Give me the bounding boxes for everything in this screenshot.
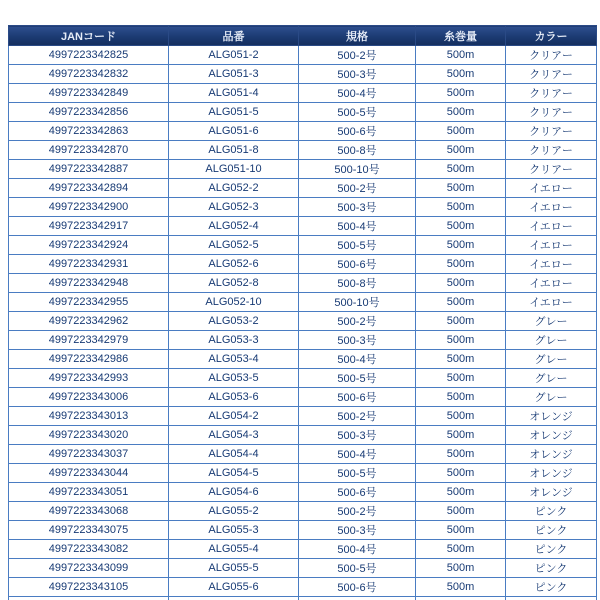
table-cell-code: ALG055-6 — [169, 578, 299, 597]
table-row — [9, 331, 597, 350]
table-cell-jan: 4997223343013 — [9, 407, 169, 426]
table-cell-code: ALG052-4 — [169, 217, 299, 236]
table-cell-jan: 4997223343082 — [9, 540, 169, 559]
table-cell-code: ALG053-2 — [169, 312, 299, 331]
table-row — [9, 464, 597, 483]
table-cell-spec: 500-5号 — [299, 103, 416, 122]
table-row — [9, 293, 597, 312]
table-cell-color: オレンジ — [506, 483, 597, 502]
table-cell-jan: 4997223343051 — [9, 483, 169, 502]
table-cell-length: 500m — [416, 236, 506, 255]
table-cell-length: 500m — [416, 540, 506, 559]
table-cell-spec: 500-6号 — [299, 255, 416, 274]
table-row — [9, 388, 597, 407]
table-cell-jan — [9, 597, 169, 600]
table-cell-length: 500m — [416, 426, 506, 445]
table-row — [9, 236, 597, 255]
table-cell-jan: 4997223343037 — [9, 445, 169, 464]
table-cell-length: 500m — [416, 160, 506, 179]
table-cell-spec: 500-2号 — [299, 179, 416, 198]
table-cell-code — [169, 597, 299, 600]
column-header-jan: JANコード — [9, 26, 169, 46]
table-cell-spec — [299, 597, 416, 600]
table-row — [9, 559, 597, 578]
table-row — [9, 198, 597, 217]
table-cell-color: クリアー — [506, 46, 597, 65]
table-cell-code: ALG053-4 — [169, 350, 299, 369]
table-cell-length: 500m — [416, 312, 506, 331]
table-cell-code: ALG053-6 — [169, 388, 299, 407]
table-row — [9, 179, 597, 198]
table-cell-spec: 500-4号 — [299, 445, 416, 464]
table-cell-spec: 500-2号 — [299, 407, 416, 426]
table-cell-color: ピンク — [506, 502, 597, 521]
table-cell-code: ALG052-6 — [169, 255, 299, 274]
table-cell-jan: 4997223342979 — [9, 331, 169, 350]
table-cell-code: ALG051-10 — [169, 160, 299, 179]
table-cell-code: ALG054-4 — [169, 445, 299, 464]
table-cell-code: ALG051-2 — [169, 46, 299, 65]
table-cell-spec: 500-8号 — [299, 274, 416, 293]
table-cell-jan: 4997223342962 — [9, 312, 169, 331]
table-cell-color: イエロー — [506, 274, 597, 293]
table-cell-spec: 500-6号 — [299, 388, 416, 407]
table-body — [9, 46, 597, 600]
table-cell-code: ALG055-3 — [169, 521, 299, 540]
table-cell-jan: 4997223342986 — [9, 350, 169, 369]
table-cell-color: オレンジ — [506, 445, 597, 464]
table-cell-code: ALG052-2 — [169, 179, 299, 198]
table-cell-length: 500m — [416, 369, 506, 388]
table-cell-length: 500m — [416, 350, 506, 369]
table-cell-color: イエロー — [506, 179, 597, 198]
table-cell-jan: 4997223342832 — [9, 65, 169, 84]
table-cell-code: ALG054-3 — [169, 426, 299, 445]
table-cell-color: イエロー — [506, 198, 597, 217]
table-header-row — [9, 26, 597, 46]
table-row — [9, 597, 597, 600]
table-cell-spec: 500-10号 — [299, 293, 416, 312]
table-cell-color: イエロー — [506, 236, 597, 255]
table-row — [9, 46, 597, 65]
table-cell-spec: 500-3号 — [299, 426, 416, 445]
table-cell-length: 500m — [416, 198, 506, 217]
table-cell-jan: 4997223342870 — [9, 141, 169, 160]
table-cell-color: オレンジ — [506, 407, 597, 426]
table-cell-code: ALG051-4 — [169, 84, 299, 103]
table-cell-jan: 4997223343006 — [9, 388, 169, 407]
table-cell-color: イエロー — [506, 255, 597, 274]
table-row — [9, 483, 597, 502]
table-cell-length: 500m — [416, 179, 506, 198]
table-cell-length: 500m — [416, 255, 506, 274]
table-cell-color: ピンク — [506, 559, 597, 578]
table-cell-code: ALG055-2 — [169, 502, 299, 521]
table-row — [9, 350, 597, 369]
table-cell-length: 500m — [416, 407, 506, 426]
table-cell-code: ALG055-4 — [169, 540, 299, 559]
table-cell-spec: 500-6号 — [299, 122, 416, 141]
table-cell-jan: 4997223342900 — [9, 198, 169, 217]
table-cell-length: 500m — [416, 483, 506, 502]
table-cell-spec: 500-3号 — [299, 198, 416, 217]
table-cell-jan: 4997223343099 — [9, 559, 169, 578]
table-cell-code: ALG051-6 — [169, 122, 299, 141]
table-row — [9, 103, 597, 122]
table-cell-length: 500m — [416, 103, 506, 122]
table-cell-code: ALG051-8 — [169, 141, 299, 160]
table-cell-color: イエロー — [506, 217, 597, 236]
table-cell-jan: 4997223342887 — [9, 160, 169, 179]
table-cell-jan: 4997223342894 — [9, 179, 169, 198]
table-cell-code: ALG053-3 — [169, 331, 299, 350]
table-cell-length: 500m — [416, 217, 506, 236]
table-cell-length: 500m — [416, 293, 506, 312]
table-row — [9, 540, 597, 559]
table-cell-color: クリアー — [506, 122, 597, 141]
table-cell-length: 500m — [416, 502, 506, 521]
table-row — [9, 578, 597, 597]
table-cell-jan: 4997223343075 — [9, 521, 169, 540]
table-cell-spec: 500-6号 — [299, 483, 416, 502]
table-row — [9, 141, 597, 160]
table-cell-jan: 4997223342948 — [9, 274, 169, 293]
table-cell-length: 500m — [416, 46, 506, 65]
table-cell-spec: 500-3号 — [299, 331, 416, 350]
table-cell-color: ピンク — [506, 540, 597, 559]
table-cell-jan: 4997223343105 — [9, 578, 169, 597]
table-cell-spec: 500-2号 — [299, 46, 416, 65]
table-cell-jan: 4997223342863 — [9, 122, 169, 141]
table-cell-length: 500m — [416, 388, 506, 407]
table-cell-length: 500m — [416, 464, 506, 483]
table-row — [9, 160, 597, 179]
table-cell-spec: 500-8号 — [299, 141, 416, 160]
table-cell-jan: 4997223343020 — [9, 426, 169, 445]
table-row — [9, 407, 597, 426]
table-cell-jan: 4997223342924 — [9, 236, 169, 255]
table-cell-jan: 4997223343044 — [9, 464, 169, 483]
table-cell-color: クリアー — [506, 84, 597, 103]
table-cell-code: ALG054-6 — [169, 483, 299, 502]
table-cell-length: 500m — [416, 65, 506, 84]
table-cell-spec: 500-2号 — [299, 502, 416, 521]
table-cell-length: 500m — [416, 331, 506, 350]
column-header-spec: 規格 — [299, 26, 416, 46]
table-cell-length — [416, 597, 506, 600]
table-cell-spec: 500-4号 — [299, 217, 416, 236]
table-row — [9, 255, 597, 274]
table-cell-jan: 4997223343068 — [9, 502, 169, 521]
column-header-code: 品番 — [169, 26, 299, 46]
table-cell-length: 500m — [416, 274, 506, 293]
table-cell-color: ピンク — [506, 578, 597, 597]
table-row — [9, 65, 597, 84]
table-cell-spec: 500-3号 — [299, 521, 416, 540]
table-cell-color: ピンク — [506, 521, 597, 540]
table-cell-code: ALG052-8 — [169, 274, 299, 293]
table-row — [9, 217, 597, 236]
table-cell-spec: 500-4号 — [299, 540, 416, 559]
table-cell-color: オレンジ — [506, 464, 597, 483]
table-cell-jan: 4997223342856 — [9, 103, 169, 122]
table-cell-code: ALG054-5 — [169, 464, 299, 483]
table-cell-color: オレンジ — [506, 426, 597, 445]
table-cell-jan: 4997223342993 — [9, 369, 169, 388]
table-row — [9, 312, 597, 331]
table-cell-jan: 4997223342849 — [9, 84, 169, 103]
table-row — [9, 274, 597, 293]
table-cell-color: グレー — [506, 331, 597, 350]
table-row — [9, 84, 597, 103]
table-row — [9, 426, 597, 445]
table-cell-spec: 500-4号 — [299, 84, 416, 103]
table-cell-spec: 500-6号 — [299, 578, 416, 597]
table-cell-spec: 500-5号 — [299, 559, 416, 578]
table-cell-code: ALG053-5 — [169, 369, 299, 388]
table-cell-length: 500m — [416, 141, 506, 160]
table-cell-code: ALG052-5 — [169, 236, 299, 255]
table-cell-code: ALG055-5 — [169, 559, 299, 578]
table-cell-code: ALG052-3 — [169, 198, 299, 217]
table-cell-spec: 500-10号 — [299, 160, 416, 179]
column-header-color: カラー — [506, 26, 597, 46]
table-cell-spec: 500-5号 — [299, 369, 416, 388]
table-cell-spec: 500-3号 — [299, 65, 416, 84]
table-row — [9, 502, 597, 521]
column-header-length: 糸巻量 — [416, 26, 506, 46]
table-cell-color: グレー — [506, 350, 597, 369]
table-cell-length: 500m — [416, 122, 506, 141]
table-cell-jan: 4997223342955 — [9, 293, 169, 312]
table-cell-jan: 4997223342931 — [9, 255, 169, 274]
table-cell-length: 500m — [416, 84, 506, 103]
table-cell-spec: 500-5号 — [299, 464, 416, 483]
table-row — [9, 122, 597, 141]
table-row — [9, 369, 597, 388]
table-cell-jan: 4997223342917 — [9, 217, 169, 236]
table-cell-spec: 500-4号 — [299, 350, 416, 369]
table-cell-color: クリアー — [506, 103, 597, 122]
table-cell-spec: 500-5号 — [299, 236, 416, 255]
table-cell-color: クリアー — [506, 141, 597, 160]
table-cell-length: 500m — [416, 521, 506, 540]
table-cell-color — [506, 597, 597, 600]
table-cell-code: ALG051-5 — [169, 103, 299, 122]
table-cell-spec: 500-2号 — [299, 312, 416, 331]
table-row — [9, 445, 597, 464]
table-cell-code: ALG054-2 — [169, 407, 299, 426]
table-cell-color: クリアー — [506, 160, 597, 179]
table-cell-jan: 4997223342825 — [9, 46, 169, 65]
table-cell-code: ALG051-3 — [169, 65, 299, 84]
table-cell-length: 500m — [416, 559, 506, 578]
table-row — [9, 521, 597, 540]
table-cell-length: 500m — [416, 445, 506, 464]
table-cell-code: ALG052-10 — [169, 293, 299, 312]
table-cell-color: グレー — [506, 312, 597, 331]
product-spec-table — [8, 25, 597, 600]
table-cell-color: グレー — [506, 369, 597, 388]
table-cell-color: イエロー — [506, 293, 597, 312]
table-cell-length: 500m — [416, 578, 506, 597]
table-cell-color: グレー — [506, 388, 597, 407]
table-cell-color: クリアー — [506, 65, 597, 84]
